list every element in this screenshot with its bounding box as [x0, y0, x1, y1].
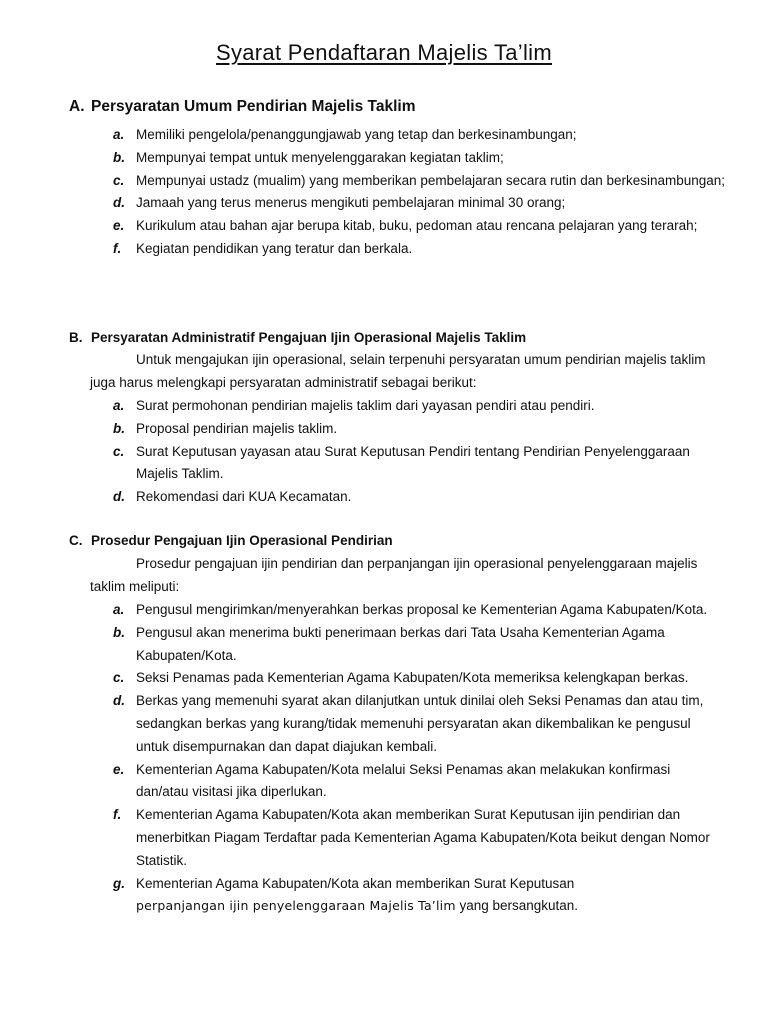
section-b-intro: Untuk mengajukan ijin operasional, selain terpenuhi persyaratan umum pendirian majelis taklim juga harus melengkapi persyaratan administratif sebagai berikut:: [90, 352, 706, 390]
section-b-letter: B.: [69, 330, 83, 345]
list-item: [0, 599, 726, 622]
section-c-letter: C.: [69, 533, 83, 548]
list-marker: a.: [113, 127, 125, 142]
list-item: [0, 667, 726, 690]
section-a-title: Persyaratan Umum Pendirian Majelis Taklim: [91, 98, 416, 115]
list-item-text: Jamaah yang terus menerus mengikuti pembelajaran minimal 30 orang;: [136, 195, 566, 211]
list-marker: c.: [113, 172, 125, 188]
list-marker: a.: [113, 602, 125, 617]
list-marker: g.: [113, 875, 125, 891]
list-item: [0, 690, 726, 758]
section-b-list: [0, 395, 726, 509]
list-item-text: Rekomendasi dari KUA Kecamatan.: [136, 489, 352, 505]
list-marker: d.: [113, 693, 125, 709]
list-item-text: Mempunyai tempat untuk menyelenggarakan kegiatan taklim;: [136, 149, 504, 165]
list-item: [0, 170, 726, 193]
list-item: [0, 622, 726, 668]
list-item-text: Berkas yang memenuhi syarat akan dilanjutkan untuk dinilai oleh Seksi Penamas dan atau tim, sedangkan berkas yang kurang/tidak memenuhi persyaratan akan dikembalikan ke pengusul untuk disempurnakan dan dapat diajukan kembali.: [136, 693, 704, 754]
section-b-title: Persyaratan Administratif Pengajuan Ijin Operasional Majelis Taklim: [91, 330, 527, 345]
list-item-last: [0, 873, 726, 919]
list-marker: e.: [113, 218, 125, 234]
list-marker: b.: [113, 149, 125, 165]
list-marker: c.: [113, 670, 125, 686]
list-item: [0, 486, 726, 509]
list-marker: a.: [113, 398, 125, 413]
list-marker: c.: [113, 443, 125, 459]
list-marker: b.: [113, 624, 125, 640]
list-item-text: Seksi Penamas pada Kementerian Agama Kabupaten/Kota memeriksa kelengkapan berkas.: [136, 670, 689, 686]
section-c-list: [0, 599, 726, 918]
list-item: [0, 395, 726, 418]
list-item: [0, 238, 726, 261]
list-item: [0, 147, 726, 170]
list-item: [0, 124, 726, 147]
list-item-text: Pengusul akan menerima bukti penerimaan berkas dari Tata Usaha Kementerian Agama Kabupaten/Kota.: [136, 624, 665, 663]
last-item-line1: Kementerian Agama Kabupaten/Kota akan memberikan Surat Keputusan: [136, 875, 575, 891]
list-item: [0, 418, 726, 441]
document-title: Syarat Pendaftaran Majelis Ta’lim: [216, 40, 552, 65]
list-marker: e.: [113, 761, 125, 777]
list-item: [0, 441, 726, 487]
list-item: [0, 759, 726, 805]
list-item-text: Kementerian Agama Kabupaten/Kota akan memberikan Surat Keputusan ijin pendirian dan menerbitkan Piagam Terdaftar pada Kementerian Agama Kabupaten/Kota beikut dengan Nomor Statistik.: [136, 807, 710, 868]
section-c-intro: Prosedur pengajuan ijin pendirian dan perpanjangan ijin operasional penyelenggaraan majelis taklim meliputi:: [90, 556, 698, 594]
list-marker: d.: [113, 195, 125, 211]
list-item-text: Proposal pendirian majelis taklim.: [136, 420, 338, 436]
last-item-line2-a: perpanjangan ijin penyelenggaraan Majelis Ta’lim: [136, 898, 456, 914]
list-marker: d.: [113, 489, 125, 505]
list-item-text: Pengusul mengirimkan/menyerahkan berkas proposal ke Kementerian Agama Kabupaten/Kota.: [136, 602, 708, 617]
list-marker: f.: [113, 807, 122, 823]
last-item-line2-b: yang bersangkutan.: [455, 898, 579, 914]
section-a-heading: [69, 98, 415, 116]
section-c-title: Prosedur Pengajuan Ijin Operasional Pendirian: [91, 533, 393, 548]
list-item: [0, 192, 726, 215]
list-item-text: Memiliki pengelola/penanggungjawab yang tetap dan berkesinambungan;: [136, 127, 577, 142]
list-item-text: [136, 873, 726, 919]
section-c-heading: [69, 533, 393, 548]
section-a-letter: A.: [69, 98, 85, 115]
list-item-text: Surat Keputusan yayasan atau Surat Keputusan Pendiri tentang Pendirian Penyelenggaraan Majelis Taklim.: [136, 443, 690, 482]
list-item-text: Surat permohonan pendirian majelis taklim dari yayasan pendiri atau pendiri.: [136, 398, 595, 413]
section-a-list: [0, 124, 726, 261]
list-item: [0, 215, 726, 238]
list-item-text: Mempunyai ustadz (mualim) yang memberikan pembelajaran secara rutin dan berkesinambungan;: [136, 172, 726, 188]
list-item-text: Kurikulum atau bahan ajar berupa kitab, buku, pedoman atau rencana pelajaran yang terarah;: [136, 218, 698, 234]
list-marker: f.: [113, 240, 122, 256]
section-b-heading: [69, 330, 526, 345]
list-item-text: Kegiatan pendidikan yang teratur dan berkala.: [136, 240, 413, 256]
list-marker: b.: [113, 420, 125, 436]
list-item: [0, 804, 726, 872]
list-item-text: Kementerian Agama Kabupaten/Kota melalui Seksi Penamas akan melakukan konfirmasi dan/atau visitasi jika diperlukan.: [136, 761, 671, 800]
